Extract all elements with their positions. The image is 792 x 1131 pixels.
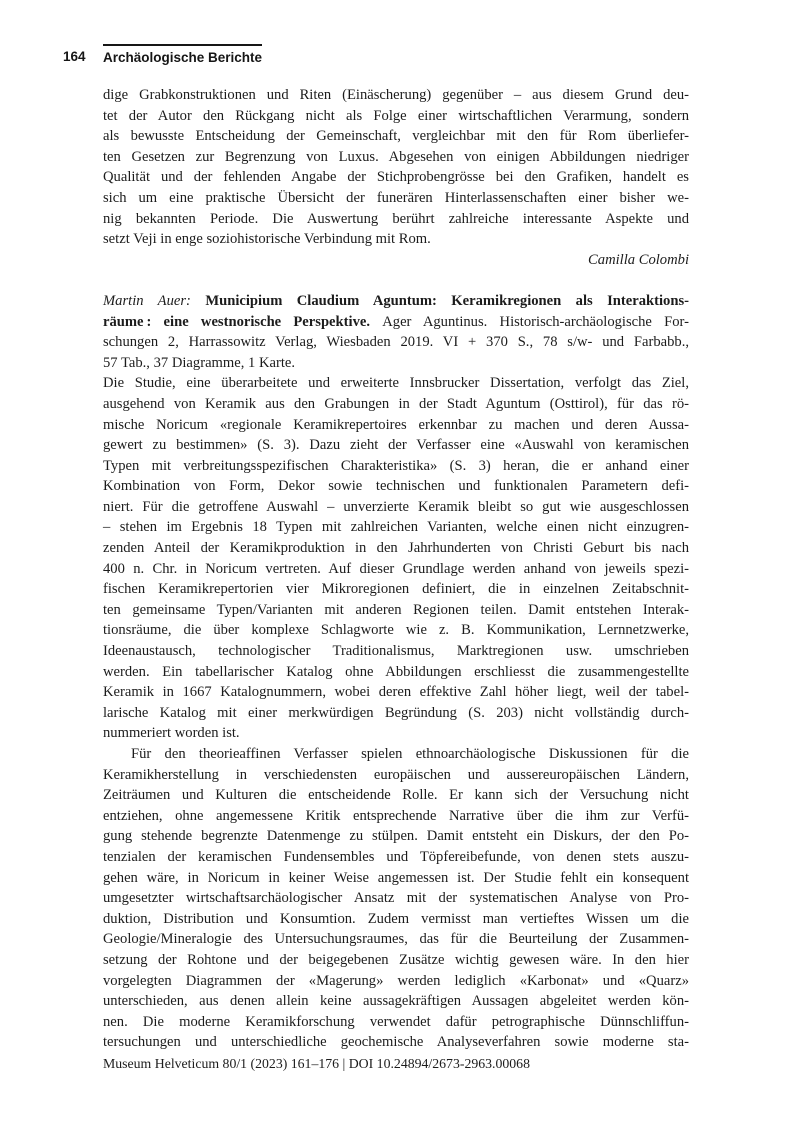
text-line	[103, 538, 689, 559]
text-segment: larische Katalog mit einer merkwürdigen Begründung (S. 203) nicht vollständig durch-	[103, 704, 689, 721]
text-segment: gewert zu bestimmen» (S. 3). Dazu zieht der Verfasser eine «Auswahl von keramischen	[103, 437, 689, 454]
text-line	[103, 744, 689, 765]
text-line	[103, 868, 689, 889]
journal-citation: Museum Helveticum 80/1 (2023) 161–176 | DOI 10.24894/2673-2963.00068	[103, 1056, 530, 1071]
text-line	[103, 394, 689, 415]
text-segment: entziehen, ohne angemessene Kritik entsprechende Narrative über die ihm zur Verfü-	[103, 807, 689, 824]
text-line	[103, 579, 689, 600]
text-line	[103, 456, 689, 477]
text-segment: Zeiträumen und Kulturen die entscheidende Rolle. Er kann sich der Versuchung nicht	[103, 787, 689, 804]
text-segment: mische Noricum «regionale Keramikrepertoires erkennbar zu machen und deren Aussa-	[103, 416, 689, 433]
review-2-body-1	[103, 373, 689, 744]
text-segment: tersuchungen und unterschiedliche geochemische Analyseverfahren sowie moderne sta-	[103, 1034, 689, 1051]
text-line	[103, 353, 689, 374]
text-segment: tenzialen der keramischen Fundensembles und Töpfereibefunde, von denen stets auszu-	[103, 848, 689, 865]
text-segment: gung stehende begrenzte Datenmenge zu stülpen. Damit entsteht ein Diskurs, der den Po-	[103, 828, 689, 845]
text-segment: duktion, Distribution und Konsumtion. Zudem vermisst man vertieftes Wissen um die	[103, 910, 689, 927]
text-segment: Geologie/Mineralogie des Untersuchungsraumes, das für die Beurteilung der Zusammen-	[103, 931, 689, 948]
text-segment: Qualität und der fehlenden Angabe der Stichprobengrösse bei den Grafiken, handelt es	[103, 169, 689, 186]
text-line	[103, 1032, 689, 1053]
text-segment: niert. Für die getroffene Auswahl – unverzierte Keramik bleibt so gut wie ausgeschlossen	[103, 498, 689, 515]
text-segment: nen. Die moderne Keramikforschung verwendet dafür petrographische Dünnschliffun-	[103, 1013, 689, 1030]
text-line	[103, 765, 689, 786]
text-line	[103, 723, 689, 744]
text-line	[103, 85, 689, 106]
text-segment: Ager Aguntinus. Historisch-archäologische For-	[382, 313, 689, 330]
text-segment: umgesetzter wirtschaftsarchäologischer Ansatz mit der systematischen Analyse von Pro-	[103, 890, 689, 907]
text-line	[103, 785, 689, 806]
text-line	[103, 188, 689, 209]
text-line	[103, 126, 689, 147]
page-number: 164	[63, 49, 86, 64]
text-line	[103, 888, 689, 909]
text-segment: – stehen im Ergebnis 18 Typen mit zahlreichen Varianten, welche einen nicht einzugren-	[103, 519, 689, 536]
text-line	[103, 415, 689, 436]
text-segment: gehen wäre, in Noricum in keiner Weise angemessen ist. Der Studie fehlt ein konsequent	[103, 869, 689, 886]
text-line	[103, 929, 689, 950]
running-head: Archäologische Berichte	[103, 44, 262, 65]
text-segment: Typen mit verbreitungsspezifischen Charakteristika» (S. 3) heran, die er anhand einer	[103, 457, 689, 474]
text-segment: ten gemeinsame Typen/Varianten mit anderen Regionen teilen. Damit entstehen Interak-	[103, 601, 689, 618]
text-segment: ausgehend von Keramik aus den Grabungen in der Stadt Aguntum (Osttirol), für das rö-	[103, 395, 689, 412]
text-segment: dige Grabkonstruktionen und Riten (Einäscherung) gegenüber – aus diesem Grund deu-	[103, 87, 689, 103]
text-segment: nummeriert worden ist.	[103, 725, 240, 742]
text-segment: fischen Keramikrepertorien vier Mikroregionen definiert, die in einzelnen Zeitabschnit-	[103, 581, 689, 598]
text-line	[103, 1012, 689, 1033]
text-segment: Keramikherstellung in verschiedensten europäischen und aussereuropäischen Ländern,	[103, 766, 689, 783]
reviewer-signature-colombi: Camilla Colombi	[588, 251, 689, 268]
text-segment: nig bekannten Periode. Die Auswertung berührt zahlreiche interessante Aspekte und	[103, 210, 689, 227]
text-line	[103, 620, 689, 641]
text-segment: werden. Ein tabellarischer Katalog ohne Abbildungen erschliesst die zusammengestellte	[103, 663, 689, 680]
review-text-block	[103, 85, 689, 1053]
text-line	[103, 517, 689, 538]
text-segment: zenden Anteil der Keramikproduktion in den Jahrhunderten von Christi Geburt bis nach	[103, 540, 689, 557]
text-segment: Die Studie, eine überarbeitete und erweiterte Innsbrucker Dissertation, verfolgt das Ziel,	[103, 375, 689, 392]
text-segment: Keramik in 1667 Katalognummern, wobei deren effektive Zahl höher liegt, weil der tabel-	[103, 684, 689, 701]
text-segment: 400 n. Chr. in Noricum vertreten. Auf dieser Grundlage werden anhand von jeweils spezi-	[103, 560, 689, 577]
text-line	[103, 991, 689, 1012]
text-segment: sich um eine praktische Übersicht der funerären Hinterlassenschaften einer bisher we-	[103, 189, 689, 206]
text-line	[103, 435, 689, 456]
text-segment: Municipium Claudium Aguntum: Keramikregionen als Interaktions-	[205, 292, 689, 309]
text-line	[103, 826, 689, 847]
text-line	[103, 332, 689, 353]
text-line	[103, 291, 689, 312]
text-segment: als bewusste Entscheidung der Gemeinschaft, vergleichbar mit den für Rom überliefer-	[103, 128, 689, 145]
text-segment: ten Gesetzen zur Begrenzung von Luxus. Abgesehen von einigen Abbildungen niedriger	[103, 148, 689, 165]
text-segment: unterschieden, aus denen allein keine aussagekräftigen Aussagen abgeleitet werden kön-	[103, 993, 689, 1010]
text-segment: vorgelegten Diagrammen der «Magerung» werden lediglich «Karbonat» und «Quarz»	[103, 972, 689, 989]
review-2-body-2	[103, 744, 689, 1053]
text-segment: Ideenaustausch, technologischer Traditionalismus, Marktregionen usw. umschrieben	[103, 643, 689, 660]
text-line	[103, 847, 689, 868]
text-line	[103, 167, 689, 188]
text-line	[103, 662, 689, 683]
text-segment: räume : eine westnorische Perspektive.	[103, 313, 383, 330]
text-line	[103, 209, 689, 230]
text-line	[103, 682, 689, 703]
text-segment: Kombination von Form, Dekor sowie technischen und funktionalen Parametern defi-	[103, 478, 689, 495]
text-line	[103, 950, 689, 971]
text-segment: Für den theorieaffinen Verfasser spielen ethnoarchäologische Diskussionen für die	[131, 746, 689, 762]
text-line	[103, 703, 689, 724]
text-line	[103, 806, 689, 827]
review-1-continuation	[103, 85, 689, 250]
text-line	[103, 600, 689, 621]
text-line	[103, 373, 689, 394]
text-segment: setzung der Rohtone und der beigegebenen Zusätze wichtig gewesen wäre. In den hier	[103, 951, 689, 968]
text-line	[103, 312, 689, 333]
text-segment: schungen 2, Harrassowitz Verlag, Wiesbaden 2019. VI + 370 S., 78 s/w- und Farbabb.,	[103, 334, 689, 351]
text-line	[103, 476, 689, 497]
text-line	[103, 147, 689, 168]
text-line	[103, 229, 689, 250]
text-line	[103, 106, 689, 127]
text-segment: tionsräume, die über komplexe Schlagworte wie z. B. Kommunikation, Lernnetzwerke,	[103, 622, 689, 639]
text-segment: setzt Veji in enge soziohistorische Verbindung mit Rom.	[103, 231, 431, 248]
text-line	[103, 497, 689, 518]
text-line	[103, 971, 689, 992]
text-line	[103, 641, 689, 662]
text-line	[103, 909, 689, 930]
text-segment: 57 Tab., 37 Diagramme, 1 Karte.	[103, 354, 296, 371]
text-segment: tet der Autor den Rückgang nicht als Folge einer wirtschaftlichen Verarmung, sondern	[103, 107, 689, 124]
text-segment: Martin Auer:	[103, 292, 206, 309]
text-line	[103, 559, 689, 580]
review-2-heading	[103, 291, 689, 373]
